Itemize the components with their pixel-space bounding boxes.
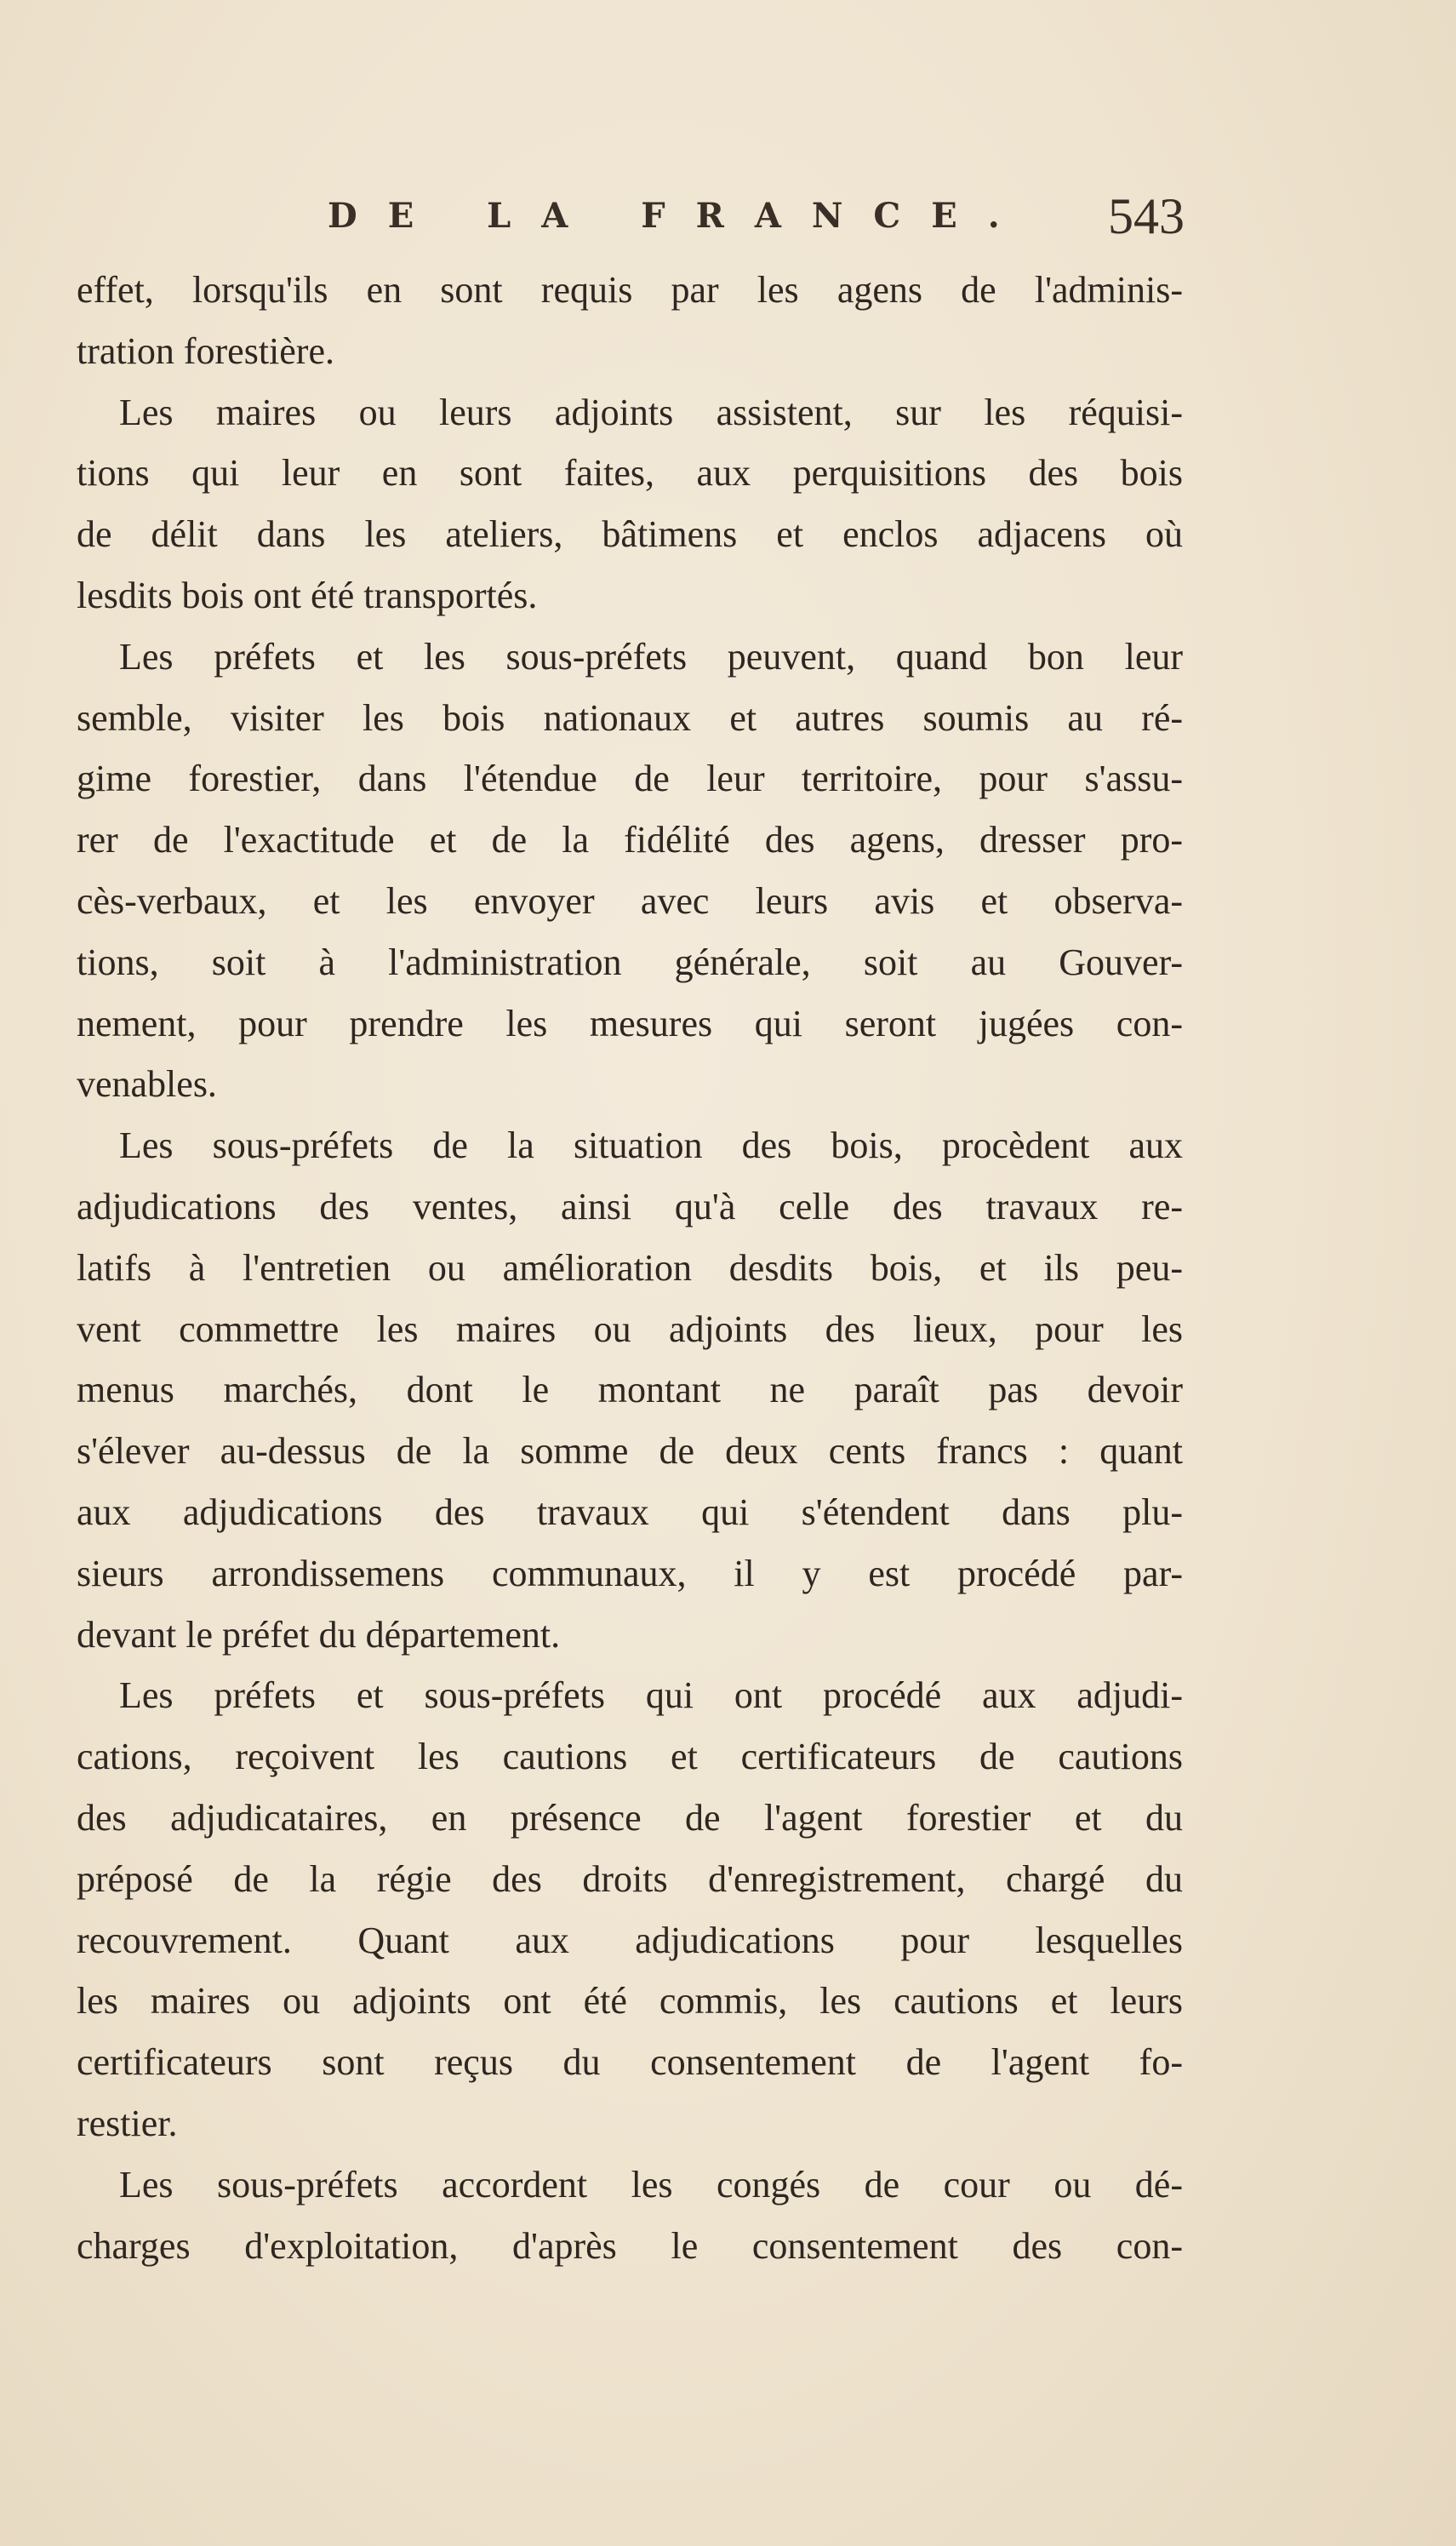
text-line: vent commettre les maires ou adjoints des lieux, pour les bbox=[77, 1307, 1183, 1350]
text-line: tions, soit à l'administration générale, soit au Gouver- bbox=[77, 941, 1183, 983]
text-line: de délit dans les ateliers, bâtimens et enclos adjacens où bbox=[77, 513, 1183, 556]
running-head bbox=[77, 187, 1183, 255]
text-line: devant le préfet du département. bbox=[77, 1613, 561, 1656]
text-line: restier. bbox=[77, 2102, 178, 2144]
text-line: menus marchés, dont le montant ne paraît pas devoir bbox=[77, 1369, 1183, 1411]
text-line: s'élever au-dessus de la somme de deux cents francs : quant bbox=[77, 1430, 1183, 1473]
text-line: cations, reçoivent les cautions et certificateurs de cautions bbox=[77, 1736, 1183, 1778]
text-line: certificateurs sont reçus du consentement de l'agent fo- bbox=[77, 2041, 1183, 2084]
text-line: nement, pour prendre les mesures qui seront jugées con- bbox=[77, 1002, 1183, 1044]
text-line: préposé de la régie des droits d'enregistrement, chargé du bbox=[77, 1857, 1183, 1900]
page-number: 543 bbox=[1108, 188, 1185, 244]
text-body bbox=[77, 260, 1183, 2276]
text-line: adjudications des ventes, ainsi qu'à celle des travaux re- bbox=[77, 1185, 1183, 1227]
paragraph-start-line: Les préfets et les sous-préfets peuvent, quand bon leur bbox=[119, 635, 1183, 678]
text-line: tions qui leur en sont faites, aux perquisitions des bois bbox=[77, 452, 1183, 495]
paragraph-start-line: Les sous-préfets de la situation des bois, procèdent aux bbox=[119, 1124, 1183, 1167]
text-line: sieurs arrondissemens communaux, il y est procédé par- bbox=[77, 1552, 1183, 1594]
paragraph-start-line: Les sous-préfets accordent les congés de cour ou dé- bbox=[119, 2163, 1183, 2206]
running-title: DE LA FRANCE. bbox=[328, 196, 1031, 236]
text-line: charges d'exploitation, d'après le consentement des con- bbox=[77, 2224, 1183, 2267]
text-line: cès-verbaux, et les envoyer avec leurs avis et observa- bbox=[77, 879, 1183, 922]
text-line: lesdits bois ont été transportés. bbox=[77, 574, 538, 616]
text-line: des adjudicataires, en présence de l'agent forestier et du bbox=[77, 1796, 1183, 1839]
text-line: rer de l'exactitude et de la fidélité des agens, dresser pro- bbox=[77, 819, 1183, 861]
text-line: tration forestière. bbox=[77, 329, 334, 372]
text-line: latifs à l'entretien ou amélioration desdits bois, et ils peu- bbox=[77, 1246, 1183, 1289]
paragraph-start-line: Les maires ou leurs adjoints assistent, sur les réquisi- bbox=[119, 391, 1183, 433]
paragraph-start-line: Les préfets et sous-préfets qui ont procédé aux adjudi- bbox=[119, 1674, 1183, 1717]
text-line: venables. bbox=[77, 1063, 217, 1106]
text-line: aux adjudications des travaux qui s'étendent dans plu- bbox=[77, 1490, 1183, 1533]
text-line: gime forestier, dans l'étendue de leur territoire, pour s'assu- bbox=[77, 758, 1183, 800]
text-line: effet, lorsqu'ils en sont requis par les agens de l'adminis- bbox=[77, 269, 1183, 311]
text-line: les maires ou adjoints ont été commis, les cautions et leurs bbox=[77, 1980, 1183, 2022]
text-line: recouvrement. Quant aux adjudications pour lesquelles bbox=[77, 1919, 1183, 1961]
text-line: semble, visiter les bois nationaux et autres soumis au ré- bbox=[77, 696, 1183, 739]
